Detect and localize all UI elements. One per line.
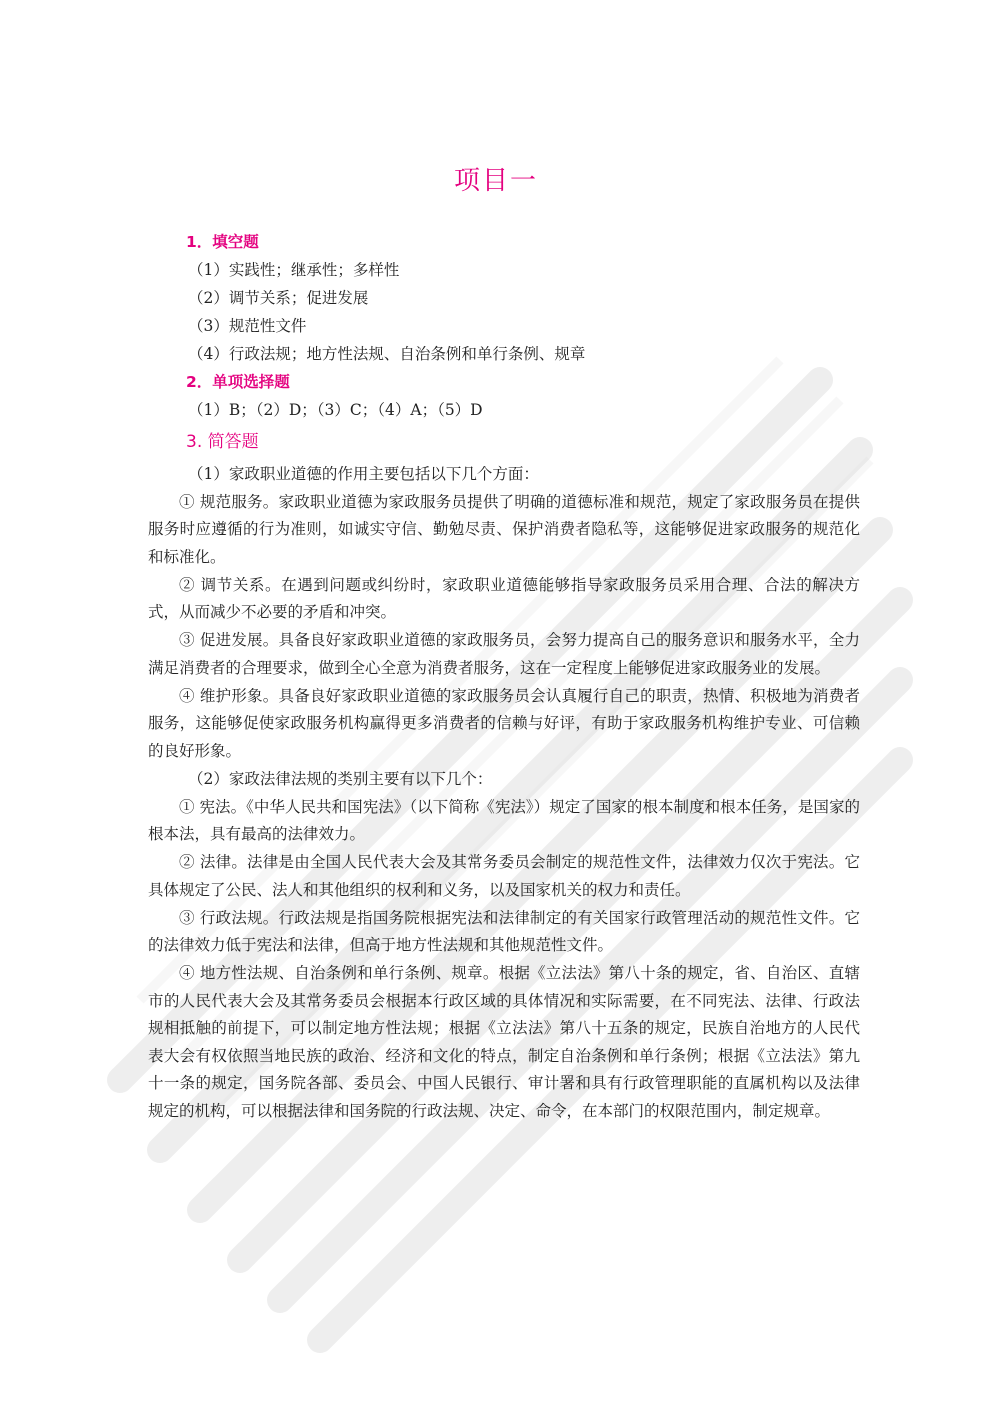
answer-paragraph: ③ 促进发展。具备良好家政职业道德的家政服务员，会努力提高自己的服务意识和服务水平，全力满足消费者的合理要求，做到全心全意为消费者服务，这在一定程度上能够促进家政服务业的发展。 xyxy=(148,631,860,677)
section-heading-short-answer: 3. 简答题 xyxy=(186,432,259,452)
answer-line: （1）B；（2）D；（3）C；（4）A；（5）D xyxy=(188,401,483,419)
answer-paragraph: ② 法律。法律是由全国人民代表大会及其常务委员会制定的规范性文件，法律效力仅次于宪法。它具体规定了公民、法人和其他组织的权利和义务，以及国家机关的权力和责任。 xyxy=(148,853,860,899)
question-intro: （1）家政职业道德的作用主要包括以下几个方面： xyxy=(188,465,539,483)
answer-paragraph: ① 规范服务。家政职业道德为家政服务员提供了明确的道德标准和规范，规定了家政服务员在提供服务时应遵循的行为准则，如诚实守信、勤勉尽责、保护消费者隐私等，这能够促进家政服务的规范化和标准化。 xyxy=(148,492,860,566)
answer-paragraph: ② 调节关系。在遇到问题或纠纷时，家政职业道德能够指导家政服务员采用合理、合法的解决方式，从而减少不必要的矛盾和冲突。 xyxy=(148,575,860,621)
section-heading-fill-in: 1．填空题 xyxy=(186,233,259,251)
answer-line: （4）行政法规；地方性法规、自治条例和单行条例、规章 xyxy=(188,345,586,363)
page-title: 项目一 xyxy=(453,166,538,196)
answer-line: （2）调节关系；促进发展 xyxy=(188,289,369,307)
document-body xyxy=(148,228,860,1125)
question-intro: （2）家政法律法规的类别主要有以下几个： xyxy=(188,770,493,788)
answer-paragraph: ③ 行政法规。行政法规是指国务院根据宪法和法律制定的有关国家行政管理活动的规范性文件。它的法律效力低于宪法和法律，但高于地方性法规和其他规范性文件。 xyxy=(148,908,860,954)
answer-line: （1）实践性；继承性；多样性 xyxy=(188,261,400,279)
answer-paragraph: ④ 维护形象。具备良好家政职业道德的家政服务员会认真履行自己的职责，热情、积极地为消费者服务，这能够促使家政服务机构赢得更多消费者的信赖与好评，有助于家政服务机构维护专业、可信赖的良好形象。 xyxy=(148,686,860,760)
answer-paragraph: ① 宪法。《中华人民共和国宪法》（以下简称《宪法》）规定了国家的根本制度和根本任务，是国家的根本法，具有最高的法律效力。 xyxy=(148,797,860,843)
answer-paragraph: ④ 地方性法规、自治条例和单行条例、规章。根据《立法法》第八十条的规定，省、自治区、直辖市的人民代表大会及其常务委员会根据本行政区域的具体情况和实际需要，在不同宪法、法律、行政法规相抵触的前提下，可以制定地方性法规；根据《立法法》第八十五条的规定，民族自治地方的人民代表大会有权依照当地民族的政治、经济和文化的特点，制定自治条例和单行条例；根据《立法法》第九十一条的规定，国务院各部、委员会、中国人民银行、审计署和具有行政管理职能的直属机构以及法律规定的机构，可以根据法律和国务院的行政法规、决定、命令，在本部门的权限范围内，制定规章。 xyxy=(148,964,860,1120)
section-heading-single-choice: 2．单项选择题 xyxy=(186,373,290,391)
answer-line: （3）规范性文件 xyxy=(188,317,307,335)
